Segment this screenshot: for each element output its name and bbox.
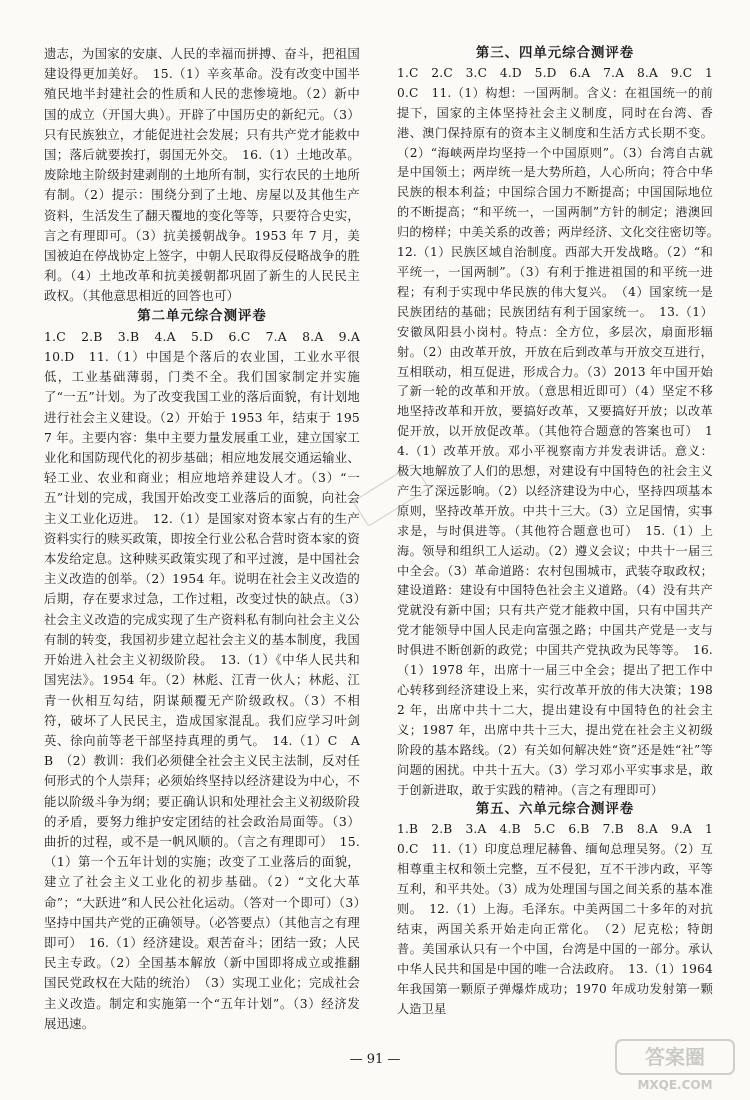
section-heading: 第二单元综合测评卷 bbox=[137, 308, 267, 324]
answer-paragraph: 1.C 2.B 3.B 4.A 5.D 6.C 7.A 8.A 9.A 10.D 11.（1）中国是个落后的农业国，工业水平很低，工业基础薄弱，门类不全。我们国家制定并实施了“一五”计划。为了改变我国工业的落后面貌，有计划地进行社会主义建设。（2）开始于 1953 年，结束于 1957 年。主要内容：集中主要力量发展重工业，建立国家工业化和国防现代化的初步基础；相应地发展交通运输业、轻工业、农业和商业；相应地培养建设人才。（3）“一五”计划的完成，我国开始改变工业落后的面貌，向社会主义工业化迈进。 12.（1）是国家对资本家占有的生产资料实行的赎买政策，即按全行业公私合营时资本家的资本发给定息。这种赎买政策实现了和平过渡，是中国社会主义改造的创举。（2）1954 年。说明在社会主义改造的后期，存在要求过急，工作过粗，改变过快的缺点。（3）社会主义改造的完成实现了生产资料私有制向社会主义公有制的转变，我国初步建立起社会主义的基本制度，我国开始进入社会主义初级阶段。 13.（1）《中华人民共和国宪法》。1954 年。（2）林彪、江青一伙人；林彪、江青一伙相互勾结，阴谋颠覆无产阶级政权。（3）不相符，破坏了人民民主，造成国家混乱。我们应学习叶剑英、徐向前等老干部坚持真理的勇气。 14.（1）C A B （2）教训：我们必须健全社会主义民主法制，反对任何形式的个人崇拜；必须始终坚持以经济建设为中心，不能以阶级斗争为纲；要正确认识和处理社会主义初级阶段的矛盾，要努力维护安定团结的社会政治局面等。（3）曲折的过程，或不是一帆风顺的。（言之有理即可） 15.（1）第一个五年计划的实施；改变了工业落后的面貌，建立了社会主义工业化的初步基础。（2）“文化大革命”；“大跃进”和人民公社化运动。（答对一个即可）（3）坚持中国共产党的正确领导。（必答要点）（其他言之有理即可） 16.（1）经济建设。艰苦奋斗；团结一致；人民民主专政。（2）全国基本解放（新中国即将成立或推翻国民党政权在大陆的统治） （3）实现工业化；完成社会主义改造。制定和实施第一个“五年计划”。（3）经济发展迅速。 bbox=[44, 328, 373, 1031]
answer-paragraph: 1.C 2.C 3.C 4.D 5.D 6.A 7.A 8.A 9.C 10.C 11.（1）构想：一国两制。含义：在祖国统一的前提下，国家的主体坚持社会主义制度，同时在台湾、香港、澳门保持原有的资本主义制度和生活方式长期不变。（2）“海峡两岸均坚持一个中国原则”。（3）台湾自古就是中国领土；两岸统一是大势所趋，人心所向；符合中华民族的根本利益；中国综合国力不断提高；中国国际地位的不断提高；“和平统一，一国两制”方针的制定；港澳回归的榜样；中美关系的改善；两岸经济、文化交往密切等。 12.（1）民族区域自治制度。西部大开发战略。（2）“和平统一，一国两制”。（3）有利于推进祖国的和平统一进程；有利于实现中华民族的伟大复兴。 （4）国家统一是民族团结的基础；民族团结有利于国家统一。 13.（1）安徽凤阳县小岗村。特点：全方位，多层次，扇面形辐射。（2）由改革开放，开放在后到改革与开放交互进行，互相联动，相互促进，形成合力。（3）2013 年中国开始了新一轮的改革和开放。（意思相近即可）（4）坚定不移地坚持改革和开放，要搞好改革，又要搞好开放；以改革促开放，以开放促改革。（其他符合题意的答案也可） 14.（1）改革开放。邓小平视察南方并发表讲话。意义：极大地解放了人们的思想，对建设有中国特色的社会主义产生了深远影响。（2）以经济建设为中心，坚持四项基本原则，坚持改革开放。中共十三大。（3）立足国情，实事求是，与时俱进等。（其他符合题意也可） 15.（1）上海。领导和组织工人运动。（2）遵义会议；中共十一届三中全会。（3）革命道路：农村包围城市，武装夺取政权；建设道路：建设有中国特色社会主义道路。（4）没有共产党就没有新中国；只有共产党才能救中国，只有中国共产党才能领导中国人民走向富强之路；中国共产党是一支与时俱进不断创新的政党；中国共产党执政为民等等。 16.（1）1978 年，出席十一届三中全会；提出了把工作中心转移到经济建设上来，实行改革开放的伟大决策；1982 年，出席中共十二大，提出建设有中国特色的社会主义；1987 年，出席中共十三大，提出党在社会主义初级阶段的基本路线。（2）有关如何解决姓“资”还是姓“社”等问题的困扰。中共十五大。（3）学习邓小平实事求是，敢于创新进取，敢于实践的精神。（言之有理即可） bbox=[397, 65, 726, 797]
svg-text:答案圈: 答案圈 bbox=[645, 1045, 705, 1069]
section-heading: 第三、四单元综合测评卷 bbox=[475, 46, 635, 61]
svg-text:MXQE.COM: MXQE.COM bbox=[637, 1078, 713, 1092]
right-column bbox=[397, 44, 726, 1019]
watermark-logo bbox=[614, 1036, 736, 1094]
left-column bbox=[44, 44, 373, 1034]
page-number: — 91 — bbox=[349, 1052, 401, 1067]
section-heading: 第五、六单元综合测评卷 bbox=[475, 802, 635, 818]
answer-paragraph: 1.B 2.B 3.A 4.B 5.C 6.B 7.B 8.A 9.A 10.C 11.（1）印度总理尼赫鲁、缅甸总理吴努。（2）互相尊重主权和领土完整，互不侵犯，互不干涉内政，平等互利，和平共处。（3）成为处理国与国之间关系的基本准则。 12.（1）上海。毛泽东。中美两国二十多年的对抗结束，两国关系开始走向正常化。 （2）尼克松；特朗普。美国承认只有一个中国，台湾是中国的一部分。承认中华人民共和国是中国的唯一合法政府。 13.（1）1964 年我国第一颗原子弹爆炸成功；1970 年成功发射第一颗人造卫星 bbox=[397, 822, 713, 1016]
answer-paragraph: 遗志，为国家的安康、人民的幸福而拼搏、奋斗，把祖国建设得更加美好。 15.（1）辛亥革命。没有改变中国半殖民地半封建社会的性质和人民的悲惨境地。（2）新中国的成立（开国大典）。开辟了中国历史的新纪元。（3）只有民族独立，才能促进社会发展；只有共产党才能救中国；落后就要挨打，弱国无外交。 16.（1）土地改革。废除地主阶级封建剥削的土地所有制，实行农民的土地所有制。（2）提示：围绕分到了土地、房屋以及其他生产资料，生活发生了翻天覆地的变化等等，只要符合史实，言之有理即可。（3）抗美援朝战争。1953 年 7 月，美国被迫在停战协定上签字，中朝人民取得反侵略战争的胜利。（4）土地改革和抗美援朝都巩固了新生的人民民主政权。（其他意思相近的回答也可） bbox=[44, 46, 360, 304]
